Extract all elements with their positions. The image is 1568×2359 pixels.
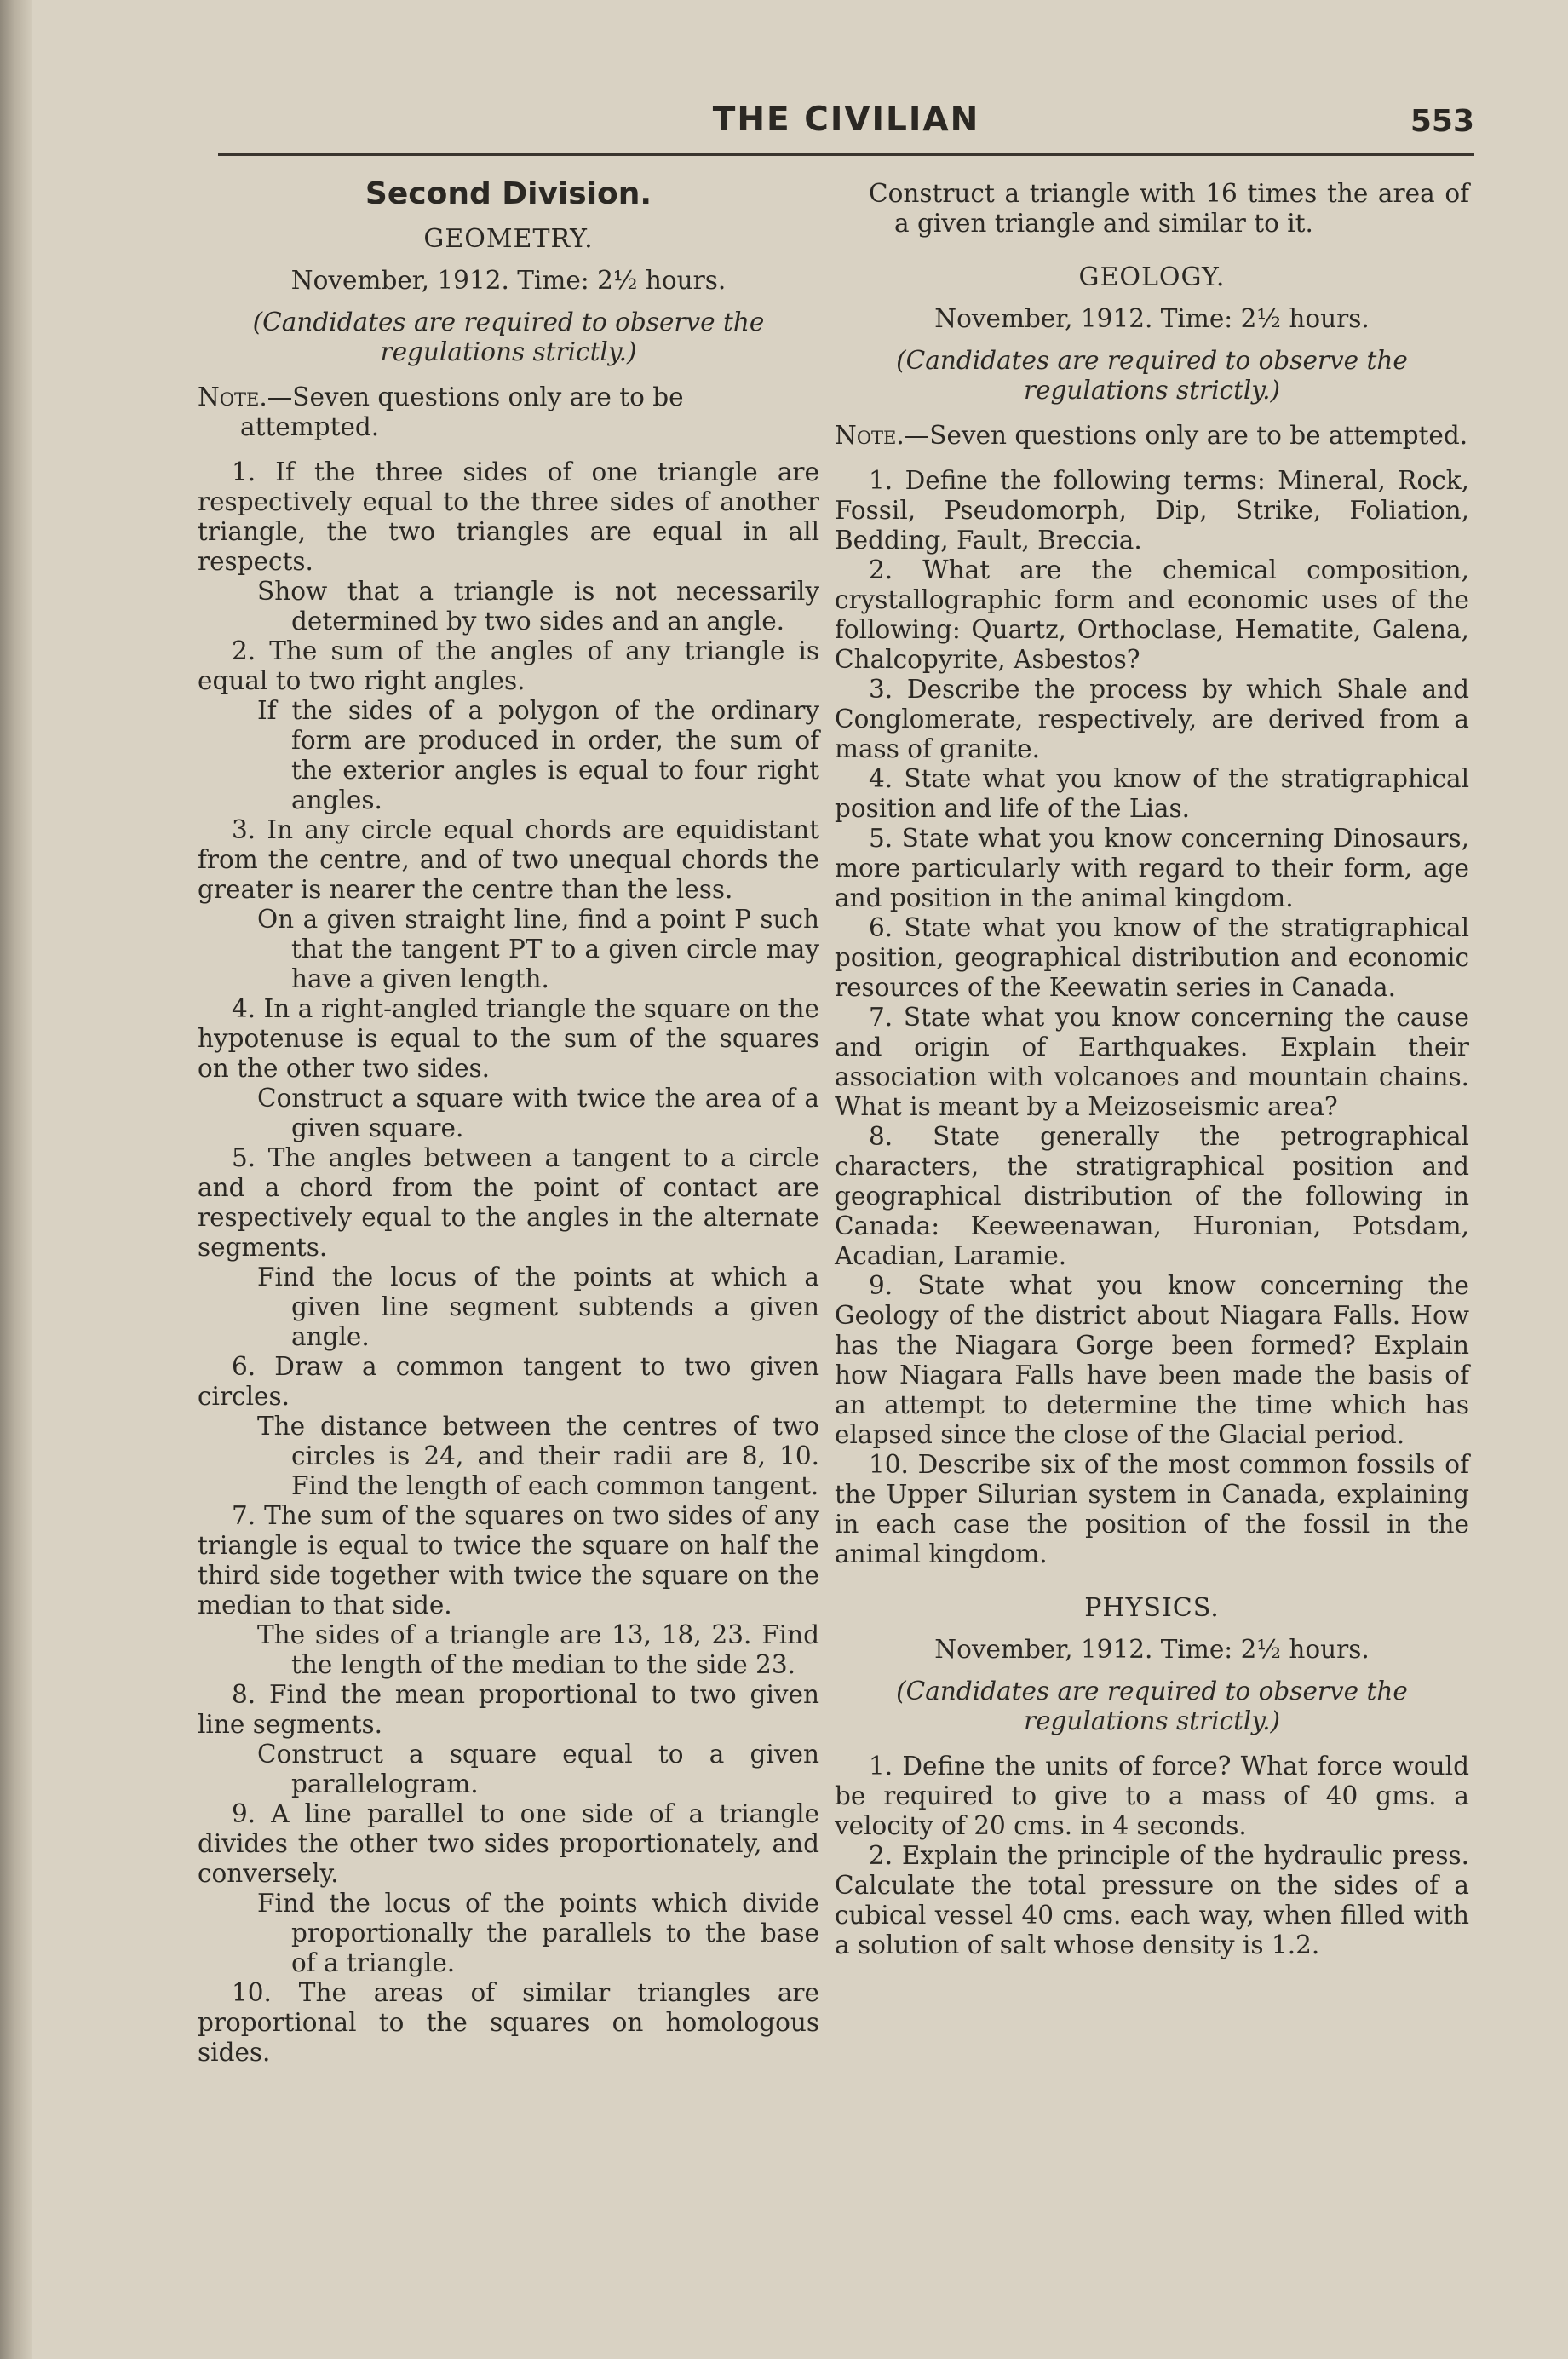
- geology-question-8: 8. State generally the petrographical characters, the stratigraphical position and geographical distribution of the following in Canada: Keeweenawan, Huronian, Potsdam, Acadian, Laramie.: [835, 1122, 1469, 1270]
- geology-question-1: 1. Define the following terms: Mineral, Rock, Fossil, Pseudomorph, Dip, Strike, Foliation, Bedding, Fault, Breccia.: [835, 466, 1469, 555]
- geology-question-10: 10. Describe six of the most common fossils of the Upper Silurian system in Canada, explaining in each case the position of the fossil in the animal kingdom.: [835, 1450, 1469, 1568]
- geology-question-4: 4. State what you know of the stratigraphical position and life of the Lias.: [835, 764, 1469, 823]
- geometry-rider-5: Find the locus of the points at which a given line segment subtends a given angle.: [257, 1263, 819, 1351]
- physics-regulations: (Candidates are required to observe the regulations strictly.): [896, 1677, 1408, 1735]
- geometry-rider-6: The distance between the centres of two circles is 24, and their radii are 8, 10. Find the length of each common tangent.: [257, 1412, 819, 1500]
- geology-question-9: 9. State what you know concerning the Geology of the district about Niagara Falls. How has the Niagara Gorge been formed? Explain how Niagara Falls have been made the basis of an attempt to determine the time which has elapsed since the close of the Glacial period.: [835, 1271, 1469, 1449]
- geology-question-6: 6. State what you know of the stratigraphical position, geographical distribution and economic resources of the Keewatin series in Canada.: [835, 913, 1469, 1002]
- section-title: Second Division.: [365, 176, 652, 211]
- geometry-heading: GEOMETRY.: [423, 224, 594, 254]
- left-column: [198, 176, 819, 2068]
- geometry-question-9: 9. A line parallel to one side of a triangle divides the other two sides proportionately, and conversely.: [198, 1799, 819, 1888]
- geology-date-time: November, 1912. Time: 2½ hours.: [934, 304, 1370, 333]
- geometry-question-8: 8. Find the mean proportional to two given line segments.: [198, 1680, 819, 1739]
- physics-question-1: 1. Define the units of force? What force would be required to give to a mass of 40 gms. a velocity of 20 cms. in 4 seconds.: [835, 1752, 1469, 1840]
- physics-question-2: 2. Explain the principle of the hydraulic press. Calculate the total pressure on the sides of a cubical vessel 40 cms. each way, when filled with a solution of salt whose density is 1.2.: [835, 1841, 1469, 1959]
- geometry-question-5: 5. The angles between a tangent to a circle and a chord from the point of contact are respectively equal to the angles in the alternate segments.: [198, 1143, 819, 1262]
- geometry-question-3: 3. In any circle equal chords are equidistant from the centre, and of two unequal chords the greater is nearer the centre than the less.: [198, 815, 819, 904]
- geometry-rider-7: The sides of a triangle are 13, 18, 23. Find the length of the median to the side 23.: [257, 1620, 819, 1679]
- geometry-date-time: November, 1912. Time: 2½ hours.: [290, 266, 727, 295]
- geology-question-7: 7. State what you know concerning the cause and origin of Earthquakes. Explain their association with volcanoes and mountain chains. What is meant by a Meizoseismic area?: [835, 1003, 1469, 1121]
- running-header: [218, 101, 1474, 160]
- note-label: Note.: [198, 383, 267, 411]
- geometry-rider-8: Construct a square equal to a given parallelogram.: [257, 1740, 819, 1798]
- page-binding-shadow: [0, 0, 32, 2359]
- journal-title: THE CIVILIAN: [712, 101, 980, 139]
- geology-regulations: (Candidates are required to observe the regulations strictly.): [896, 346, 1408, 405]
- geometry-question-4: 4. In a right-angled triangle the square on the hypotenuse is equal to the sum of the squares on the other two sides.: [198, 994, 819, 1083]
- physics-heading: PHYSICS.: [1084, 1593, 1220, 1623]
- physics-date-time: November, 1912. Time: 2½ hours.: [934, 1635, 1370, 1664]
- note-text: —Seven questions only are to be attempted.: [240, 383, 684, 441]
- geometry-rider-4: Construct a square with twice the area of a given square.: [257, 1084, 819, 1142]
- geology-question-2: 2. What are the chemical composition, crystallographic form and economic uses of the following: Quartz, Orthoclase, Hematite, Galena, Chalcopyrite, Asbestos?: [835, 555, 1469, 674]
- geometry-rider-9: Find the locus of the points which divide proportionally the parallels to the base of a triangle.: [257, 1889, 819, 1977]
- geology-question-3: 3. Describe the process by which Shale and Conglomerate, respectively, are derived from a mass of granite.: [835, 675, 1469, 763]
- geometry-rider-3: On a given straight line, find a point P such that the tangent PT to a given circle may have a given length.: [257, 905, 819, 993]
- right-column: [835, 179, 1469, 1960]
- geometry-question-6: 6. Draw a common tangent to two given circles.: [198, 1352, 819, 1411]
- geometry-question-2: 2. The sum of the angles of any triangle is equal to two right angles.: [198, 636, 819, 695]
- geometry-regulations: (Candidates are required to observe the regulations strictly.): [252, 308, 765, 366]
- page-number: 553: [1410, 104, 1474, 139]
- geometry-question-10: 10. The areas of similar triangles are proportional to the squares on homologous sides.: [198, 1978, 819, 2067]
- geometry-rider-2: If the sides of a polygon of the ordinary form are produced in order, the sum of the exterior angles is equal to four right angles.: [257, 696, 819, 814]
- geology-note: [835, 421, 1469, 451]
- geometry-question-1: 1. If the three sides of one triangle are respectively equal to the three sides of another triangle, the two triangles are equal in all respects.: [198, 457, 819, 576]
- geometry-rider-10: Construct a triangle with 16 times the area of a given triangle and similar to it.: [869, 179, 1469, 238]
- geometry-note: [198, 383, 819, 442]
- geology-heading: GEOLOGY.: [1078, 262, 1226, 292]
- geology-question-5: 5. State what you know concerning Dinosaurs, more particularly with regard to their form, age and position in the animal kingdom.: [835, 824, 1469, 912]
- geometry-rider-1: Show that a triangle is not necessarily determined by two sides and an angle.: [257, 577, 819, 636]
- note-text: —Seven questions only are to be attempted.: [904, 421, 1468, 450]
- note-label: Note.: [835, 421, 905, 450]
- geometry-question-7: 7. The sum of the squares on two sides of any triangle is equal to twice the square on half the third side together with twice the square on the median to that side.: [198, 1501, 819, 1620]
- header-rule: [218, 153, 1474, 156]
